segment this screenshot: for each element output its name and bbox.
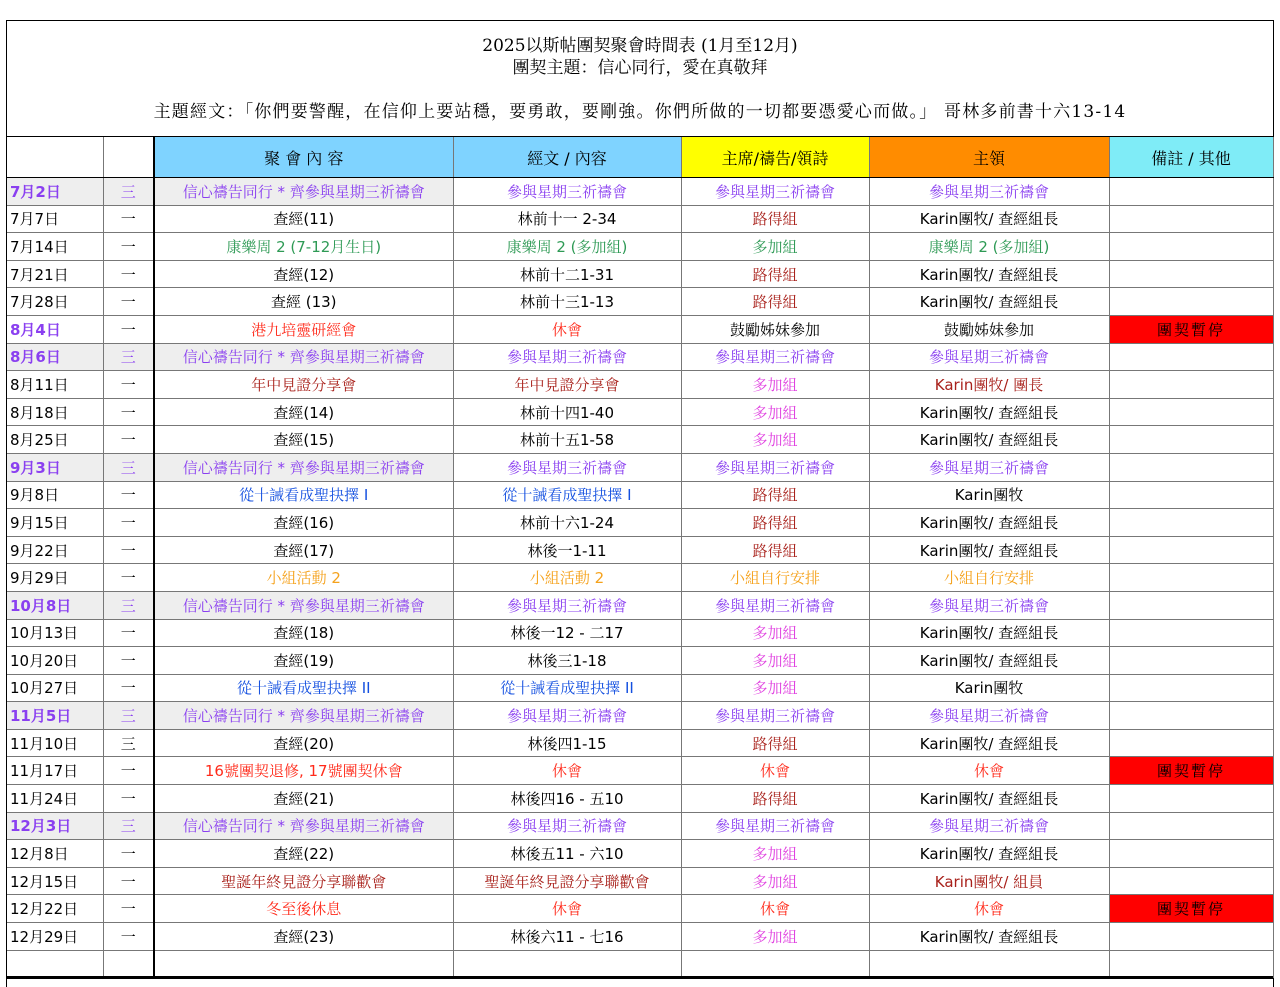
scripture-cell: 林後一1-11 [453, 536, 681, 564]
note-cell [1109, 233, 1273, 261]
date-cell: 11月10日 [7, 729, 103, 757]
scripture-cell: 林前十五1-58 [453, 426, 681, 454]
day-cell: 一 [103, 564, 154, 592]
scripture-cell: 休會 [453, 895, 681, 923]
table-row [7, 950, 1273, 978]
lead-cell: Karin團牧/ 團長 [869, 371, 1109, 399]
lead-cell: 小組自行安排 [869, 564, 1109, 592]
scripture-cell: 參與星期三祈禱會 [453, 343, 681, 371]
date-cell [7, 950, 103, 978]
content-cell: 查經(19) [154, 647, 453, 675]
day-cell: 一 [103, 398, 154, 426]
content-cell: 查經(16) [154, 509, 453, 537]
note-cell [1109, 591, 1273, 619]
date-cell: 10月8日 [7, 591, 103, 619]
lead-cell [869, 950, 1109, 978]
table-row [7, 315, 1273, 343]
fellowship-theme: 團契主題：信心同行，愛在真敬拜 [512, 58, 768, 78]
schedule-body [7, 178, 1273, 978]
table-row [7, 591, 1273, 619]
chair-cell: 多加組 [681, 398, 869, 426]
scripture-cell: 林前十二1-31 [453, 260, 681, 288]
table-row [7, 509, 1273, 537]
note-cell: 團契暫停 [1109, 895, 1273, 923]
scripture-cell: 參與星期三祈禱會 [453, 812, 681, 840]
content-cell [154, 950, 453, 978]
content-cell: 查經(15) [154, 426, 453, 454]
table-row [7, 757, 1273, 785]
chair-cell: 休會 [681, 757, 869, 785]
day-cell: 一 [103, 536, 154, 564]
day-cell: 三 [103, 178, 154, 206]
day-cell: 一 [103, 867, 154, 895]
content-cell: 查經(12) [154, 260, 453, 288]
scripture-cell: 康樂周 2 (多加組) [453, 233, 681, 261]
day-cell: 三 [103, 343, 154, 371]
content-cell: 康樂周 2 (7-12月生日) [154, 233, 453, 261]
content-cell: 查經(11) [154, 205, 453, 233]
content-cell: 冬至後休息 [154, 895, 453, 923]
note-cell: 團契暫停 [1109, 315, 1273, 343]
table-row [7, 426, 1273, 454]
lead-cell: Karin團牧 [869, 674, 1109, 702]
table-row [7, 895, 1273, 923]
scripture-cell [453, 950, 681, 978]
chair-cell: 參與星期三祈禱會 [681, 812, 869, 840]
header-row [7, 137, 1273, 178]
note-cell [1109, 178, 1273, 206]
note-cell [1109, 371, 1273, 399]
lead-cell: 參與星期三祈禱會 [869, 702, 1109, 730]
header-note: 備註 / 其他 [1109, 137, 1273, 178]
date-cell: 8月11日 [7, 371, 103, 399]
date-cell: 9月3日 [7, 453, 103, 481]
note-cell [1109, 785, 1273, 813]
schedule-sheet [6, 20, 1274, 987]
date-cell: 8月25日 [7, 426, 103, 454]
lead-cell: 參與星期三祈禱會 [869, 178, 1109, 206]
content-cell: 查經(23) [154, 923, 453, 951]
table-row [7, 785, 1273, 813]
table-row [7, 619, 1273, 647]
lead-cell: Karin團牧/ 查經組長 [869, 288, 1109, 316]
note-cell [1109, 619, 1273, 647]
note-cell [1109, 509, 1273, 537]
header-content: 聚 會 內 容 [154, 137, 453, 178]
table-row [7, 674, 1273, 702]
date-cell: 12月8日 [7, 840, 103, 868]
content-cell: 小組活動 2 [154, 564, 453, 592]
day-cell: 三 [103, 729, 154, 757]
table-row [7, 867, 1273, 895]
table-row [7, 233, 1273, 261]
date-cell: 12月15日 [7, 867, 103, 895]
note-cell [1109, 453, 1273, 481]
scripture-cell: 小組活動 2 [453, 564, 681, 592]
chair-cell: 休會 [681, 895, 869, 923]
scripture-cell: 年中見證分享會 [453, 371, 681, 399]
note-cell [1109, 923, 1273, 951]
note-cell [1109, 950, 1273, 978]
chair-cell: 鼓勵姊妹參加 [681, 315, 869, 343]
chair-cell: 路得組 [681, 205, 869, 233]
lead-cell: Karin團牧/ 查經組長 [869, 619, 1109, 647]
header-date [7, 137, 103, 178]
date-cell: 10月20日 [7, 647, 103, 675]
note-cell [1109, 205, 1273, 233]
scripture-cell: 林後六11 - 七16 [453, 923, 681, 951]
day-cell: 三 [103, 812, 154, 840]
date-cell: 11月5日 [7, 702, 103, 730]
chair-cell: 多加組 [681, 647, 869, 675]
lead-cell: Karin團牧/ 查經組長 [869, 536, 1109, 564]
content-cell: 信心禱告同行 * 齊參與星期三祈禱會 [154, 453, 453, 481]
lead-cell: Karin團牧/ 查經組長 [869, 647, 1109, 675]
chair-cell: 參與星期三祈禱會 [681, 591, 869, 619]
date-cell: 7月2日 [7, 178, 103, 206]
table-row [7, 840, 1273, 868]
lead-cell: Karin團牧/ 組員 [869, 867, 1109, 895]
chair-cell: 多加組 [681, 923, 869, 951]
header-lead: 主領 [869, 137, 1109, 178]
day-cell: 一 [103, 288, 154, 316]
chair-cell: 參與星期三祈禱會 [681, 178, 869, 206]
content-cell: 信心禱告同行 * 齊參與星期三祈禱會 [154, 702, 453, 730]
scripture-cell: 休會 [453, 315, 681, 343]
header-scripture: 經文 / 內容 [453, 137, 681, 178]
table-row [7, 536, 1273, 564]
table-row [7, 343, 1273, 371]
content-cell: 年中見證分享會 [154, 371, 453, 399]
note-cell [1109, 426, 1273, 454]
chair-cell: 路得組 [681, 481, 869, 509]
content-cell: 查經(17) [154, 536, 453, 564]
chair-cell: 多加組 [681, 674, 869, 702]
note-cell [1109, 260, 1273, 288]
date-cell: 8月6日 [7, 343, 103, 371]
lead-cell: Karin團牧/ 查經組長 [869, 840, 1109, 868]
scripture-cell: 參與星期三祈禱會 [453, 453, 681, 481]
scripture-cell: 林前十三1-13 [453, 288, 681, 316]
chair-cell: 多加組 [681, 371, 869, 399]
chair-cell: 路得組 [681, 288, 869, 316]
chair-cell: 參與星期三祈禱會 [681, 702, 869, 730]
day-cell: 一 [103, 895, 154, 923]
lead-cell: Karin團牧 [869, 481, 1109, 509]
day-cell: 三 [103, 702, 154, 730]
chair-cell: 路得組 [681, 509, 869, 537]
note-cell [1109, 288, 1273, 316]
date-cell: 11月24日 [7, 785, 103, 813]
table-row [7, 260, 1273, 288]
content-cell: 查經 (13) [154, 288, 453, 316]
day-cell: 一 [103, 619, 154, 647]
table-row [7, 812, 1273, 840]
date-cell: 9月22日 [7, 536, 103, 564]
table-row [7, 453, 1273, 481]
day-cell: 三 [103, 591, 154, 619]
content-cell: 查經(20) [154, 729, 453, 757]
scripture-cell: 從十誡看成聖抉擇 I [453, 481, 681, 509]
note-cell [1109, 674, 1273, 702]
note-cell [1109, 536, 1273, 564]
content-cell: 聖誕年終見證分享聯歡會 [154, 867, 453, 895]
lead-cell: 參與星期三祈禱會 [869, 591, 1109, 619]
table-row [7, 481, 1273, 509]
date-cell: 11月17日 [7, 757, 103, 785]
day-cell: 一 [103, 785, 154, 813]
lead-cell: 參與星期三祈禱會 [869, 812, 1109, 840]
table-row [7, 398, 1273, 426]
date-cell: 7月7日 [7, 205, 103, 233]
chair-cell: 路得組 [681, 729, 869, 757]
scripture-cell: 參與星期三祈禱會 [453, 178, 681, 206]
table-row [7, 205, 1273, 233]
scripture-cell: 參與星期三祈禱會 [453, 702, 681, 730]
day-cell: 一 [103, 205, 154, 233]
table-row [7, 371, 1273, 399]
note-cell [1109, 343, 1273, 371]
content-cell: 查經(21) [154, 785, 453, 813]
scripture-cell: 休會 [453, 757, 681, 785]
day-cell: 一 [103, 647, 154, 675]
scripture-cell: 林後一12 - 二17 [453, 619, 681, 647]
date-cell: 7月21日 [7, 260, 103, 288]
day-cell [103, 950, 154, 978]
day-cell: 一 [103, 509, 154, 537]
lead-cell: 鼓勵姊妹參加 [869, 315, 1109, 343]
table-row [7, 178, 1273, 206]
day-cell: 一 [103, 371, 154, 399]
chair-cell: 路得組 [681, 536, 869, 564]
content-cell: 港九培靈研經會 [154, 315, 453, 343]
theme-verse: 主題經文：「你們要警醒，在信仰上要站穩，要勇敢，要剛強。你們所做的一切都要憑愛心而做。」 哥林多前書十六13-14 [153, 102, 1127, 122]
date-cell: 10月27日 [7, 674, 103, 702]
date-cell: 12月22日 [7, 895, 103, 923]
note-cell [1109, 398, 1273, 426]
date-cell: 7月14日 [7, 233, 103, 261]
content-cell: 信心禱告同行 * 齊參與星期三祈禱會 [154, 591, 453, 619]
content-cell: 信心禱告同行 * 齊參與星期三祈禱會 [154, 343, 453, 371]
table-row [7, 647, 1273, 675]
note-cell: 團契暫停 [1109, 757, 1273, 785]
chair-cell: 多加組 [681, 426, 869, 454]
lead-cell: Karin團牧/ 查經組長 [869, 785, 1109, 813]
content-cell: 查經(14) [154, 398, 453, 426]
date-cell: 9月15日 [7, 509, 103, 537]
date-cell: 9月8日 [7, 481, 103, 509]
chair-cell [681, 950, 869, 978]
note-cell [1109, 647, 1273, 675]
scripture-cell: 從十誡看成聖抉擇 II [453, 674, 681, 702]
lead-cell: 休會 [869, 757, 1109, 785]
day-cell: 一 [103, 233, 154, 261]
content-cell: 16號團契退修, 17號團契休會 [154, 757, 453, 785]
date-cell: 7月28日 [7, 288, 103, 316]
table-row [7, 923, 1273, 951]
lead-cell: 參與星期三祈禱會 [869, 343, 1109, 371]
table-row [7, 564, 1273, 592]
lead-cell: 參與星期三祈禱會 [869, 453, 1109, 481]
chair-cell: 多加組 [681, 867, 869, 895]
lead-cell: Karin團牧/ 查經組長 [869, 398, 1109, 426]
date-cell: 12月3日 [7, 812, 103, 840]
day-cell: 一 [103, 674, 154, 702]
content-cell: 查經(18) [154, 619, 453, 647]
header-day [103, 137, 154, 178]
note-cell [1109, 729, 1273, 757]
note-cell [1109, 481, 1273, 509]
date-cell: 8月18日 [7, 398, 103, 426]
content-cell: 查經(22) [154, 840, 453, 868]
lead-cell: Karin團牧/ 查經組長 [869, 923, 1109, 951]
day-cell: 一 [103, 923, 154, 951]
day-cell: 一 [103, 481, 154, 509]
chair-cell: 小組自行安排 [681, 564, 869, 592]
lead-cell: Karin團牧/ 查經組長 [869, 426, 1109, 454]
chair-cell: 參與星期三祈禱會 [681, 453, 869, 481]
note-cell [1109, 867, 1273, 895]
scripture-cell: 參與星期三祈禱會 [453, 591, 681, 619]
day-cell: 一 [103, 840, 154, 868]
schedule-table [7, 137, 1274, 978]
lead-cell: 休會 [869, 895, 1109, 923]
lead-cell: Karin團牧/ 查經組長 [869, 205, 1109, 233]
day-cell: 一 [103, 757, 154, 785]
chair-cell: 參與星期三祈禱會 [681, 343, 869, 371]
lead-cell: Karin團牧/ 查經組長 [869, 509, 1109, 537]
note-cell [1109, 702, 1273, 730]
chair-cell: 多加組 [681, 840, 869, 868]
title-area [7, 21, 1273, 137]
date-cell: 10月13日 [7, 619, 103, 647]
table-row [7, 288, 1273, 316]
scripture-cell: 林後四16 - 五10 [453, 785, 681, 813]
lead-cell: Karin團牧/ 查經組長 [869, 260, 1109, 288]
scripture-cell: 林前十四1-40 [453, 398, 681, 426]
lead-cell: Karin團牧/ 查經組長 [869, 729, 1109, 757]
scripture-cell: 林後三1-18 [453, 647, 681, 675]
chair-cell: 多加組 [681, 619, 869, 647]
scripture-cell: 林後四1-15 [453, 729, 681, 757]
scripture-cell: 林前十六1-24 [453, 509, 681, 537]
day-cell: 三 [103, 453, 154, 481]
content-cell: 信心禱告同行 * 齊參與星期三祈禱會 [154, 178, 453, 206]
chair-cell: 路得組 [681, 785, 869, 813]
header-chair: 主席/禱告/領詩 [681, 137, 869, 178]
content-cell: 從十誡看成聖抉擇 I [154, 481, 453, 509]
content-cell: 從十誡看成聖抉擇 II [154, 674, 453, 702]
date-cell: 9月29日 [7, 564, 103, 592]
table-row [7, 702, 1273, 730]
note-cell [1109, 564, 1273, 592]
day-cell: 一 [103, 315, 154, 343]
scripture-cell: 聖誕年終見證分享聯歡會 [453, 867, 681, 895]
scripture-cell: 林後五11 - 六10 [453, 840, 681, 868]
note-cell [1109, 812, 1273, 840]
scripture-cell: 林前十一 2-34 [453, 205, 681, 233]
chair-cell: 多加組 [681, 233, 869, 261]
day-cell: 一 [103, 260, 154, 288]
note-cell [1109, 840, 1273, 868]
chair-cell: 路得組 [681, 260, 869, 288]
content-cell: 信心禱告同行 * 齊參與星期三祈禱會 [154, 812, 453, 840]
day-cell: 一 [103, 426, 154, 454]
bottom-rule [7, 976, 1273, 979]
lead-cell: 康樂周 2 (多加組) [869, 233, 1109, 261]
date-cell: 8月4日 [7, 315, 103, 343]
table-row [7, 729, 1273, 757]
date-cell: 12月29日 [7, 923, 103, 951]
page-title: 2025以斯帖團契聚會時間表 (1月至12月) [482, 36, 798, 56]
